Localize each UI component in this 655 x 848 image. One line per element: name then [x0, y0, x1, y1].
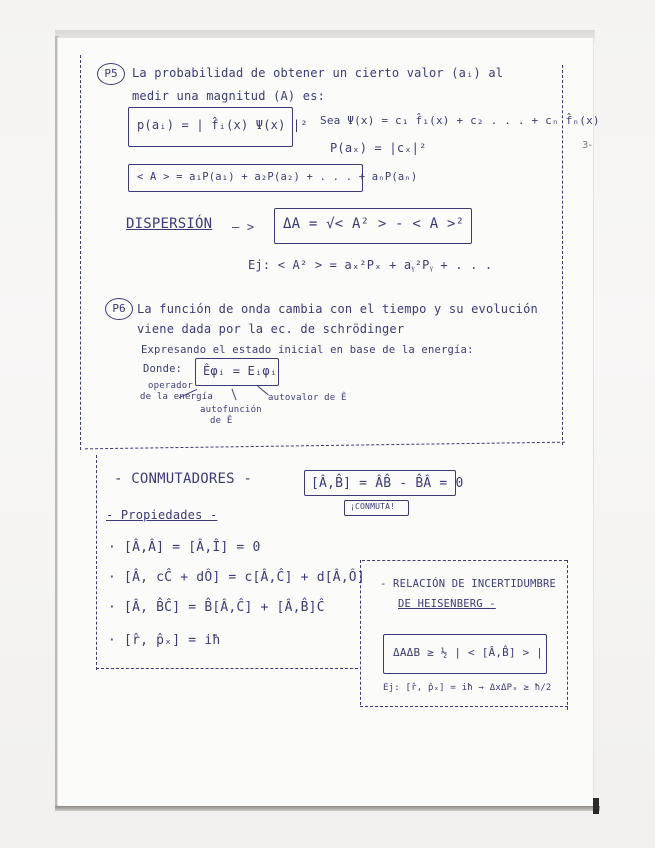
dispersion-arrow: — >: [232, 220, 255, 234]
uncertainty-example: Ej: [r̂, p̂ₓ] = iħ → ΔxΔPₓ ≥ ħ/2: [383, 683, 552, 693]
binder-clip-mark: [593, 798, 599, 814]
dispersion-example: Ej: < A² > = aₓ²Pₓ + aᵧ²Pᵧ + . . .: [248, 258, 493, 272]
property-4: · [r̂, p̂ₓ] = iħ: [108, 633, 221, 648]
property-1: · [Â,Â] = [Â,Î] = 0: [108, 540, 261, 555]
conmutadores-left-border: [96, 455, 97, 670]
note-autovalor: autovalor de Ê: [268, 393, 347, 403]
conmutadores-title: - CONMUTADORES -: [114, 471, 253, 487]
property-3: · [Â, B̂Ĉ] = B̂[Â,Ĉ] + [Â,B̂]Ĉ: [108, 600, 325, 615]
probability-coefficient: P(aₓ) = |cₓ|²: [330, 141, 427, 155]
dispersion-formula: ΔA = √< A² > - < A >²: [283, 216, 465, 232]
p5-line1: La probabilidad de obtener un cierto valor (aᵢ) al: [132, 66, 504, 80]
heisenberg-title-line2: DE HEISENBERG -: [398, 598, 496, 610]
probability-formula: p(aᵢ) = | f̂ᵢ(x) Ψ(x) |²: [137, 118, 308, 132]
p5-line2: medir una magnitud (A) es:: [132, 89, 326, 103]
p5-badge: P5: [97, 63, 125, 85]
wavefunction-expansion: Sea Ψ(x) = c₁ f̂₁(x) + c₂ . . . + cₙ f̂ₙ(x): [320, 114, 600, 127]
note-energia: de la energía: [140, 392, 214, 402]
heisenberg-right-border: [567, 560, 568, 710]
expectation-value: < A > = a₁P(a₁) + a₂P(a₂) + . . . + aₙP(aₙ): [137, 171, 418, 183]
note-de-e: de Ê: [210, 416, 233, 426]
heisenberg-bottom-border: [360, 706, 568, 707]
p6-line1: La función de onda cambia con el tiempo y su evolución: [137, 302, 538, 316]
p5-left-border: [80, 55, 81, 450]
donde-label: Donde:: [143, 363, 183, 375]
heisenberg-left-border: [360, 560, 361, 705]
conmuta-label: ¡CONMUTA!: [350, 502, 396, 511]
uncertainty-relation: ΔAΔB ≥ ½ | < [Â,B̂] > |: [393, 646, 544, 659]
edge-mark: 3-: [582, 140, 592, 151]
energy-eigen-equation: Êφᵢ = Eᵢφᵢ: [203, 364, 278, 378]
note-autofuncion: autofunción: [200, 405, 262, 415]
property-2: · [Â, cĈ + dÔ] = c[Â,Ĉ] + d[Â,Ô]: [108, 570, 365, 585]
note-operador: operador: [148, 381, 193, 391]
conmutadores-bottom-border: [96, 668, 358, 669]
page-bottom-edge: [55, 806, 600, 811]
heisenberg-top-border: [362, 560, 567, 561]
p6-line3: Expresando el estado inicial en base de la energía:: [141, 344, 474, 356]
dispersion-label: DISPERSIÓN: [126, 216, 213, 232]
propiedades-title: - Propiedades -: [106, 508, 218, 522]
p6-badge: P6: [105, 298, 133, 320]
heisenberg-title-line1: - RELACIÓN DE INCERTIDUMBRE: [380, 578, 557, 590]
p6-line2: viene dada por la ec. de schrödinger: [137, 322, 405, 336]
commutator-definition: [Â,B̂] = ÂB̂ - B̂Â = 0: [311, 476, 464, 491]
